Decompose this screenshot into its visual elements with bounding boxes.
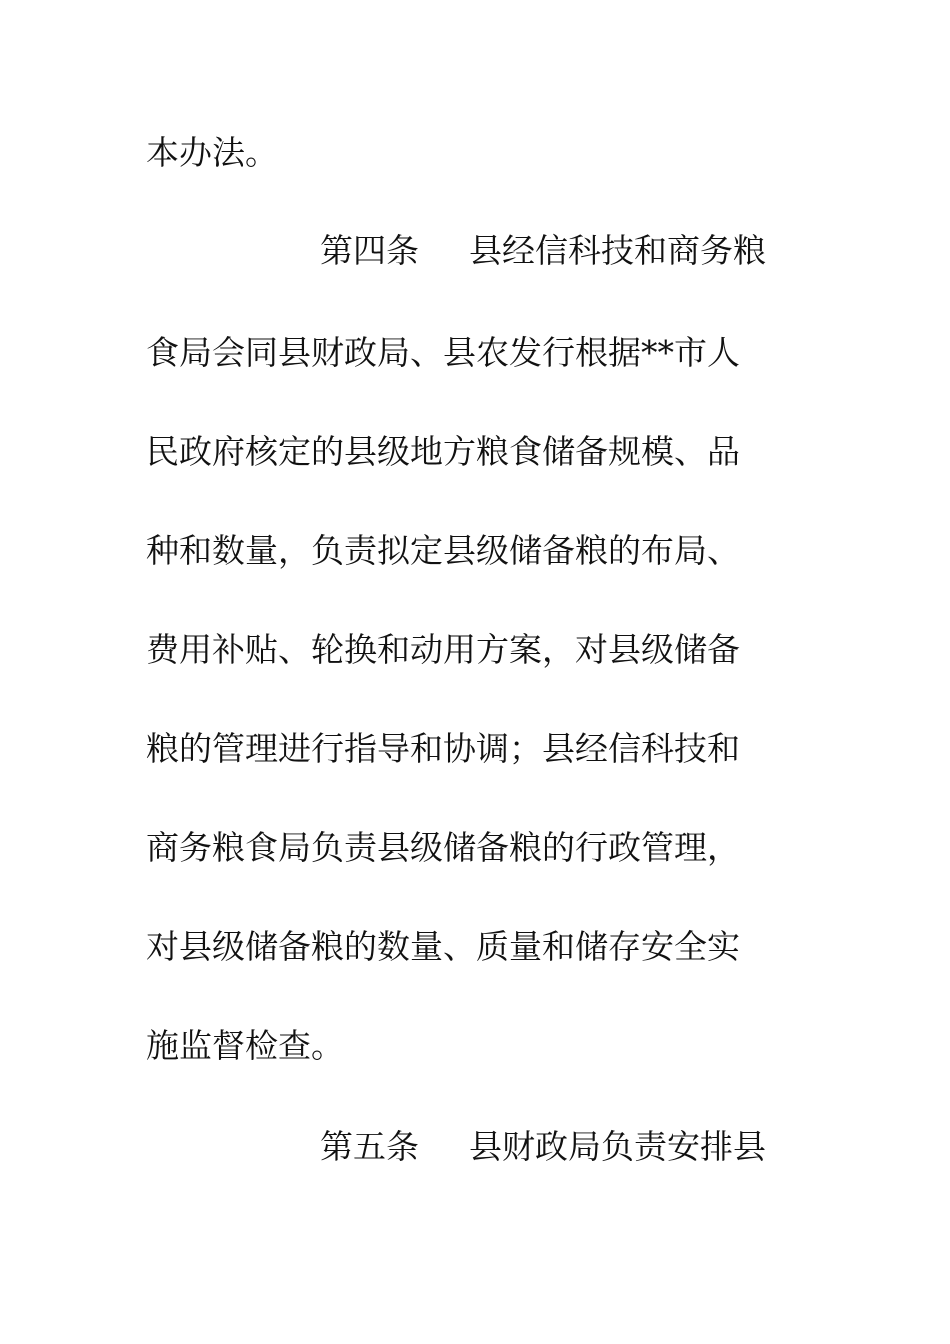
article-4-number: 第四条	[320, 231, 419, 270]
text-line: 商务粮食局负责县级储备粮的行政管理，	[146, 828, 740, 867]
article-5-number: 第五条	[320, 1127, 419, 1166]
text-line: 食局会同县财政局、县农发行根据**市人	[146, 333, 740, 372]
text-line: 对县级储备粮的数量、质量和储存安全实	[146, 927, 740, 966]
text-line: 种和数量，负责拟定县级储备粮的布局、	[146, 531, 740, 570]
article-4-heading	[320, 226, 950, 276]
text-line: 本办法。	[146, 133, 278, 172]
text-line: 施监督检查。	[146, 1026, 344, 1065]
article-5-heading	[320, 1122, 950, 1172]
text-line: 粮的管理进行指导和协调；县经信科技和	[146, 729, 740, 768]
text-line: 民政府核定的县级地方粮食储备规模、品	[146, 432, 740, 471]
text-line: 费用补贴、轮换和动用方案，对县级储备	[146, 630, 740, 669]
article-5-text: 县财政局负责安排县	[469, 1127, 766, 1166]
article-4-text: 县经信科技和商务粮	[469, 231, 766, 270]
